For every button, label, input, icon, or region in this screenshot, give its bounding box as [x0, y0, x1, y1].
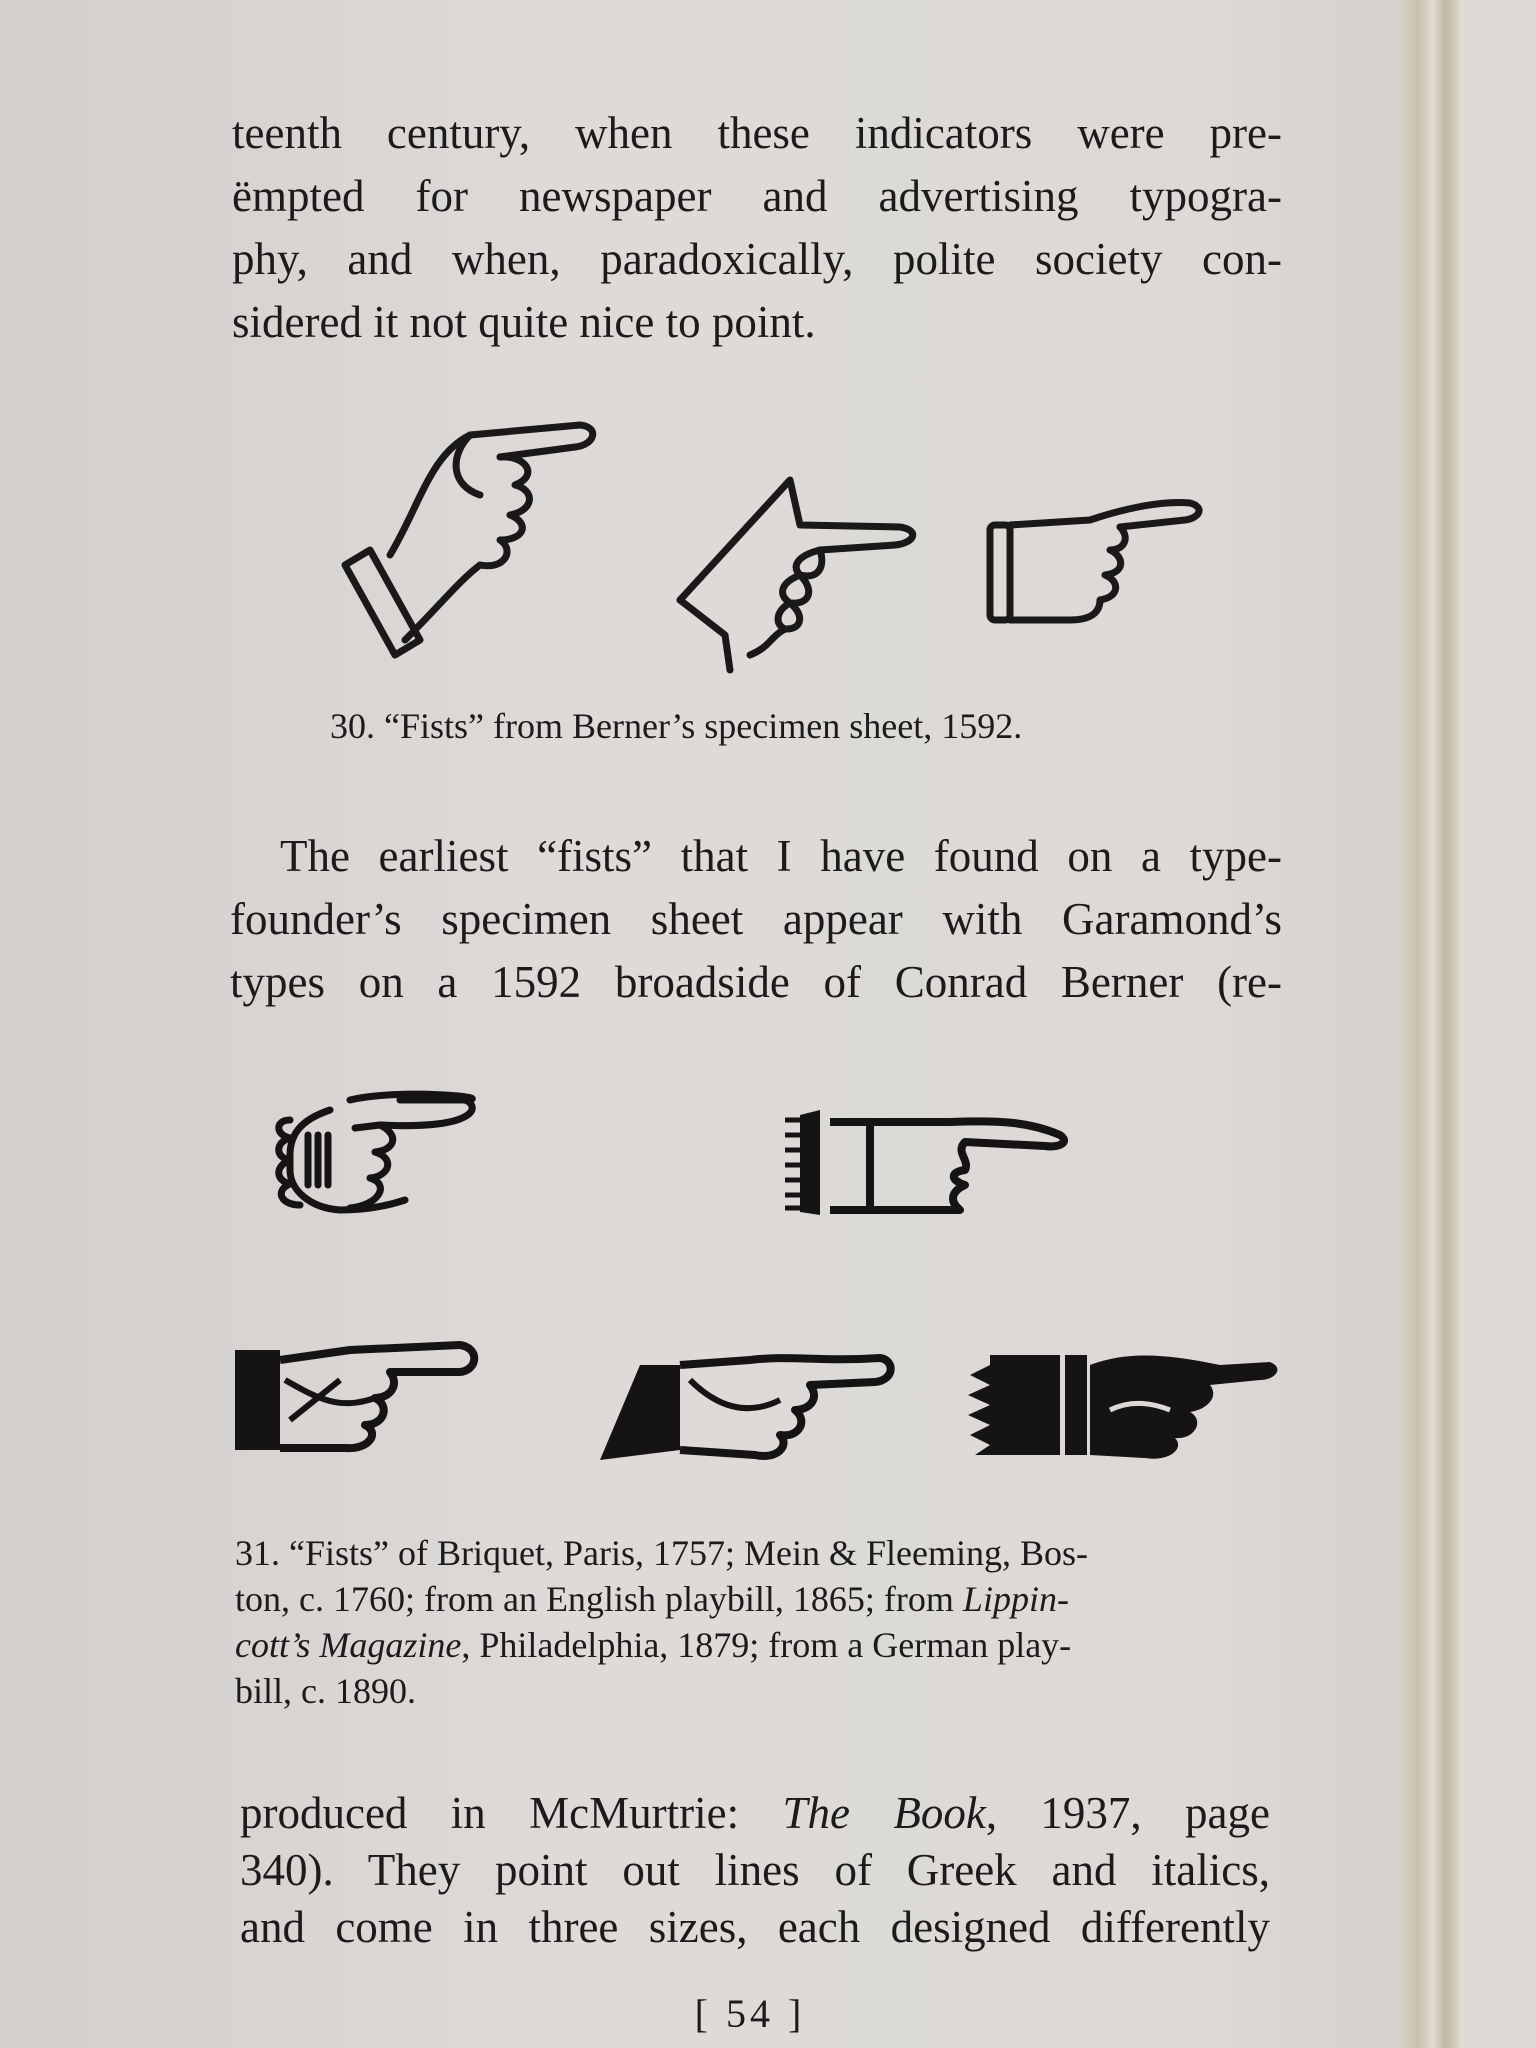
text-line: types on a 1592 broadside of Conrad Berner (re- [230, 957, 1282, 1007]
fist-1592-b [680, 480, 913, 670]
paragraph-1 [232, 102, 1282, 354]
paragraph-2 [230, 825, 1282, 1014]
text-line: The earliest “fists” that I have found on a type- [280, 831, 1282, 881]
figure-30-caption: 30. “Fists” from Berner’s specimen sheet, 1592. [330, 706, 1023, 746]
text-line: phy, and when, paradoxically, polite society con- [232, 234, 1282, 284]
fist-english-playbill-1865 [235, 1345, 474, 1450]
fist-briquet-1757 [279, 1094, 473, 1210]
fists-illustration [330, 415, 1210, 685]
text-line: and come in three sizes, each designed differently [240, 1902, 1270, 1952]
book-gutter [1400, 0, 1460, 2048]
fist-mein-fleeming-1760 [785, 1110, 1064, 1215]
caption-line: cott’s Magazine, Philadelphia, 1879; from a German play- [235, 1625, 1072, 1665]
text-line: teenth century, when these indicators were pre- [232, 108, 1282, 158]
text-line: sidered it not quite nice to point. [232, 297, 816, 347]
caption-line: bill, c. 1890. [235, 1671, 416, 1711]
fist-german-playbill-1890 [968, 1355, 1277, 1459]
fist-1592-c [990, 502, 1199, 620]
text-line: 340). They point out lines of Greek and italics, [240, 1845, 1270, 1895]
caption-line: 31. “Fists” of Briquet, Paris, 1757; Mein & Fleeming, Bos- [235, 1533, 1088, 1573]
paragraph-3 [240, 1785, 1270, 1956]
figure-31-caption [235, 1530, 1275, 1714]
facing-page-edge [1460, 0, 1536, 2048]
text-line: produced in McMurtrie: The Book, 1937, page [240, 1788, 1270, 1838]
page-number: [ 54 ] [694, 1991, 806, 2036]
fist-1592-a [345, 425, 593, 655]
fist-lippincotts-1879 [600, 1358, 891, 1460]
figure-30-fists [330, 415, 1210, 685]
figure-31-fists [230, 1080, 1290, 1480]
fists-illustration [230, 1080, 1290, 1480]
text-line: ëmpted for newspaper and advertising typogra- [232, 171, 1282, 221]
text-line: founder’s specimen sheet appear with Garamond’s [230, 894, 1282, 944]
caption-line: ton, c. 1760; from an English playbill, 1865; from Lippin- [235, 1579, 1069, 1619]
